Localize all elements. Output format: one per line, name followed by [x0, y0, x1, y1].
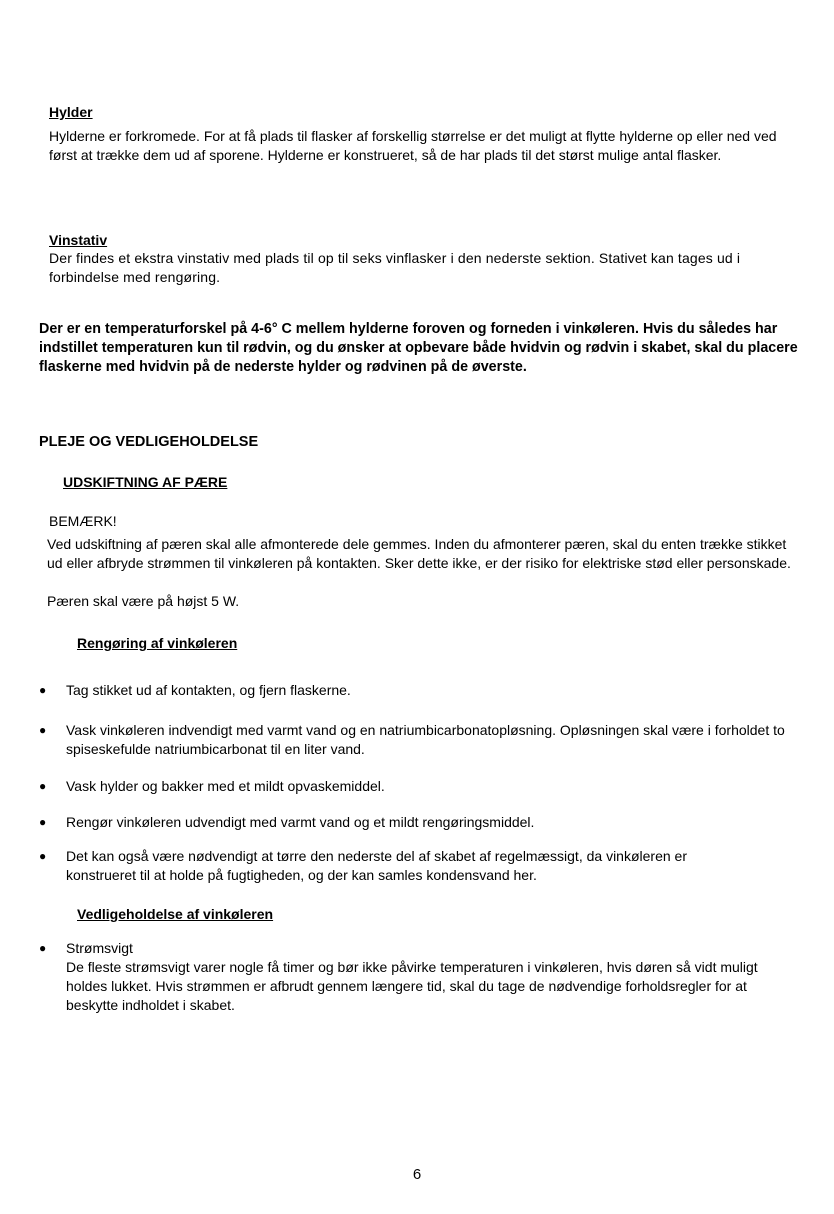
strømsvigt-text: De fleste strømsvigt varer nogle få timer og bør ikke påvirke temperaturen i vinkøleren, hvis døren så vidt muligt holdes lukket. Hvis strømmen er afbrudt gennem længere tid, skal du tage de nødvendige forholdsregler for at beskytte indholdet i skabet. [66, 959, 758, 1013]
vinstativ-heading: Vinstativ [49, 232, 108, 248]
bullet-icon: ● [39, 849, 47, 863]
list-item: Vask hylder og bakker med et mildt opvaskemiddel. [66, 778, 385, 794]
bullet-icon: ● [39, 683, 47, 697]
hylder-text: Hylderne er forkromede. For at få plads til flasker af forskellig størrelse er det muligt at flytte hylderne op eller ned ved først at trække dem ud af sporene. Hylderne er konstrueret, så de har plads til det størst mulige antal flasker. [49, 128, 777, 163]
bullet-icon: ● [39, 723, 47, 737]
bullet-icon: ● [39, 815, 47, 829]
udskiftning-text: Ved udskiftning af pæren skal alle afmonterede dele gemmes. Inden du afmonterer pæren, skal du enten trække stikket ud eller afbryde strømmen til vinkøleren på kontakten. Sker dette ikke, er der risiko for elektriske stød eller personskade. [47, 536, 791, 571]
strømsvigt-label: Strømsvigt [66, 940, 133, 956]
list-item: Vask vinkøleren indvendigt med varmt vand og en natriumbicarbonatopløsning. Opløsningen skal være i forholdet to spiseskefulde natriumbicarbonat til en liter vand. [66, 722, 785, 757]
pleje-heading: PLEJE OG VEDLIGEHOLDELSE [39, 434, 259, 450]
vedligeholdelse-heading: Vedligeholdelse af vinkøleren [77, 906, 274, 922]
temperature-note: Der er en temperaturforskel på 4-6° C mellem hylderne foroven og forneden i vinkøleren. Hvis du således har indstillet temperaturen kun til rødvin, og du ønsker at opbevare både hvidvin og rødvin i skabet, skal du placere flaskerne med hvidvin på de nederste hylder og rødvinen på de øverste. [39, 321, 798, 375]
list-item: Tag stikket ud af kontakten, og fjern flaskerne. [66, 682, 351, 698]
vinstativ-text: Der findes et ekstra vinstativ med plads til op til seks vinflasker i den nederste sektion. Stativet kan tages ud i forbindelse med rengøring. [49, 250, 741, 285]
list-item: Rengør vinkøleren udvendigt med varmt vand og et mildt rengøringsmiddel. [66, 814, 535, 830]
bullet-icon: ● [39, 779, 47, 793]
bullet-icon: ● [39, 941, 47, 955]
udskiftning-heading: UDSKIFTNING AF PÆRE [63, 474, 228, 490]
note-label: BEMÆRK! [49, 513, 117, 529]
page-number: 6 [412, 1166, 422, 1183]
rengoring-heading: Rengøring af vinkøleren [77, 635, 238, 651]
hylder-heading: Hylder [49, 104, 93, 120]
wattage-text: Pæren skal være på højst 5 W. [47, 593, 240, 609]
list-item: Det kan også være nødvendigt at tørre den nederste del af skabet af regelmæssigt, da vinkøleren er konstrueret til at holde på fugtigheden, og der kan samles kondensvand her. [66, 848, 687, 883]
